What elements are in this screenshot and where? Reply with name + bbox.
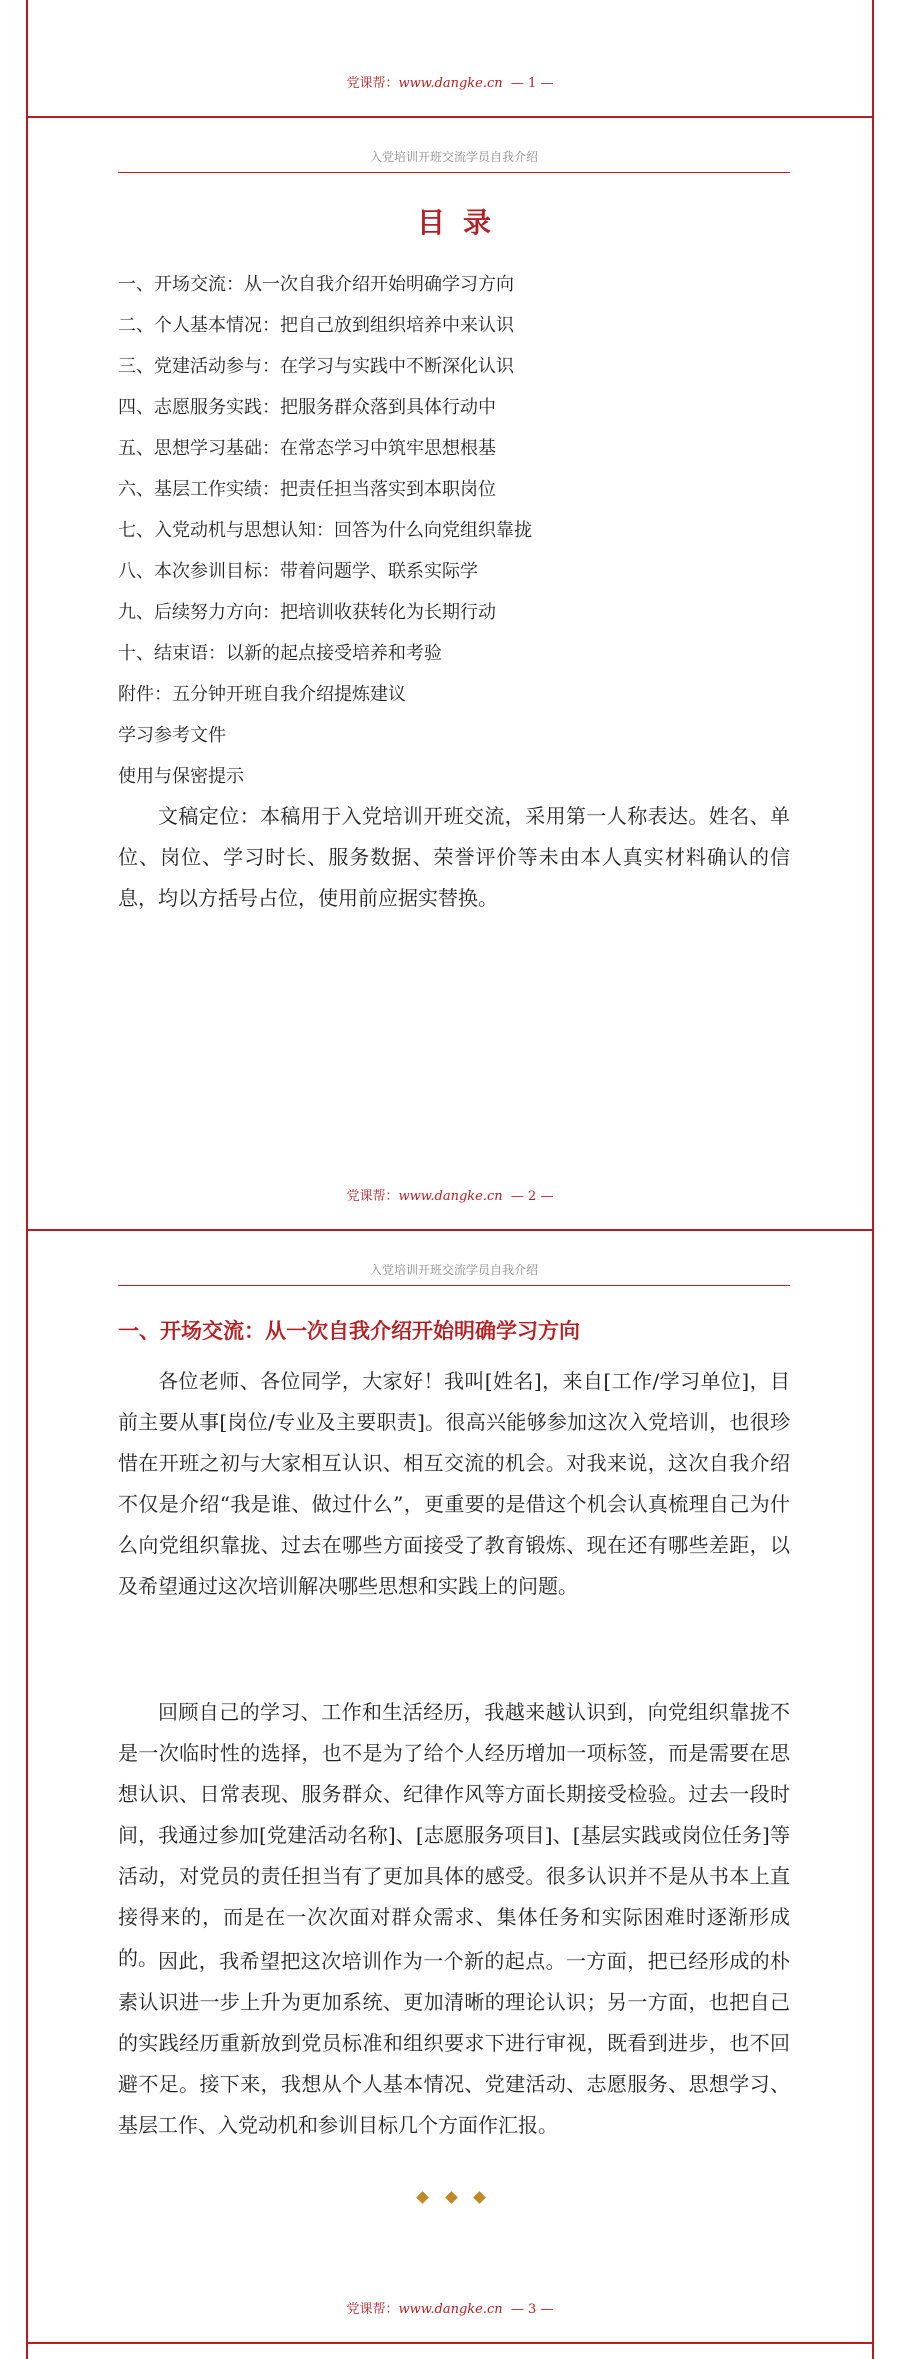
running-head: 入党培训开班交流学员自我介绍	[369, 150, 538, 164]
footer-site[interactable]: www.dangke.cn	[398, 1189, 503, 1204]
toc-item[interactable]: 六、基层工作实绩：把责任担当落实到本职岗位	[118, 479, 496, 500]
toc-item[interactable]: 一、开场交流：从一次自我介绍开始明确学习方向	[118, 274, 514, 295]
toc-item[interactable]: 四、志愿服务实践：把服务群众落到具体行动中	[118, 397, 496, 418]
page-separator-3	[26, 2342, 874, 2344]
page-border-left	[26, 0, 28, 2359]
diamond-icon	[416, 2191, 429, 2204]
toc-item[interactable]: 七、入党动机与思想认知：回答为什么向党组织靠拢	[118, 520, 532, 541]
toc-item[interactable]: 八、本次参训目标：带着问题学、联系实际学	[118, 561, 478, 582]
footer-label: 党课帮：	[346, 1189, 399, 1204]
page-separator-1	[26, 116, 874, 118]
page-footer-2	[26, 1187, 874, 1207]
positioning-paragraph: 文稿定位：本稿用于入党培训开班交流，采用第一人称表达。姓名、单位、岗位、学习时长、服务数据、荣誉评价等未由本人真实材料确认的信息，均以方括号占位，使用前应据实替换。	[118, 804, 790, 910]
footer-page-number: — 2 —	[510, 1189, 554, 1204]
footer-label: 党课帮：	[346, 76, 399, 91]
footer-page-number: — 3 —	[510, 2302, 554, 2317]
page-separator-2	[26, 1229, 874, 1231]
toc-title: 目录	[416, 206, 509, 239]
footer-page-number: — 1 —	[510, 76, 554, 91]
page-footer-3	[26, 2300, 874, 2320]
section-title: 一、开场交流：从一次自我介绍开始明确学习方向	[118, 1318, 580, 1343]
toc-item[interactable]: 九、后续努力方向：把培训收获转化为长期行动	[118, 602, 496, 623]
toc-item[interactable]: 附件：五分钟开班自我介绍提炼建议	[118, 684, 406, 705]
body-paragraph: 回顾自己的学习、工作和生活经历，我越来越认识到，向党组织靠拢不是一次临时性的选择，也不是为了给个人经历增加一项标签，而是需要在思想认识、日常表现、服务群众、纪律作风等方面长期接受检验。过去一段时间，我通过参加[党建活动名称]、[志愿服务项目]、[基层实践或岗位任务]等活动，对党员的责任担当有了更加具体的感受。很多认识并不是从书本上直接得来的，而是在一次次面对群众需求、集体任务和实际困难时逐渐形成的。	[118, 1700, 790, 1970]
toc-item[interactable]: 学习参考文件	[118, 725, 226, 746]
footer-site[interactable]: www.dangke.cn	[398, 76, 503, 91]
page-footer-1	[26, 74, 874, 94]
toc-item[interactable]: 五、思想学习基础：在常态学习中筑牢思想根基	[118, 438, 496, 459]
diamond-icon	[445, 2191, 458, 2204]
running-head: 入党培训开班交流学员自我介绍	[369, 1263, 538, 1277]
toc-item[interactable]: 十、结束语：以新的起点接受培养和考验	[118, 643, 442, 664]
page-border-right	[872, 0, 874, 2359]
footer-label: 党课帮：	[346, 2302, 399, 2317]
toc-list	[118, 264, 790, 797]
footer-site[interactable]: www.dangke.cn	[398, 2302, 503, 2317]
diamond-icon	[473, 2191, 486, 2204]
body-paragraph: 因此，我希望把这次培训作为一个新的起点。一方面，把已经形成的朴素认识进一步上升为更加系统、更加清晰的理论认识；另一方面，也把自己的实践经历重新放到党员标准和组织要求下进行审视，既看到进步，也不回避不足。接下来，我想从个人基本情况、党建活动、志愿服务、思想学习、基层工作、入党动机和参训目标几个方面作汇报。	[118, 1949, 790, 2137]
header-rule	[118, 1285, 790, 1286]
body-paragraph: 各位老师、各位同学，大家好！我叫[姓名]，来自[工作/学习单位]，目前主要从事[岗位/专业及主要职责]。很高兴能够参加这次入党培训，也很珍惜在开班之初与大家相互认识、相互交流的机会。对我来说，这次自我介绍不仅是介绍“我是谁、做过什么”，更重要的是借这个机会认真梳理自己为什么向党组织靠拢、过去在哪些方面接受了教育锻炼、现在还有哪些差距，以及希望通过这次培训解决哪些思想和实践上的问题。	[118, 1369, 790, 1598]
section-divider	[418, 2190, 484, 2204]
toc-item[interactable]: 三、党建活动参与：在学习与实践中不断深化认识	[118, 356, 514, 377]
header-rule	[118, 172, 790, 173]
toc-item[interactable]: 使用与保密提示	[118, 766, 244, 787]
toc-item[interactable]: 二、个人基本情况：把自己放到组织培养中来认识	[118, 315, 514, 336]
